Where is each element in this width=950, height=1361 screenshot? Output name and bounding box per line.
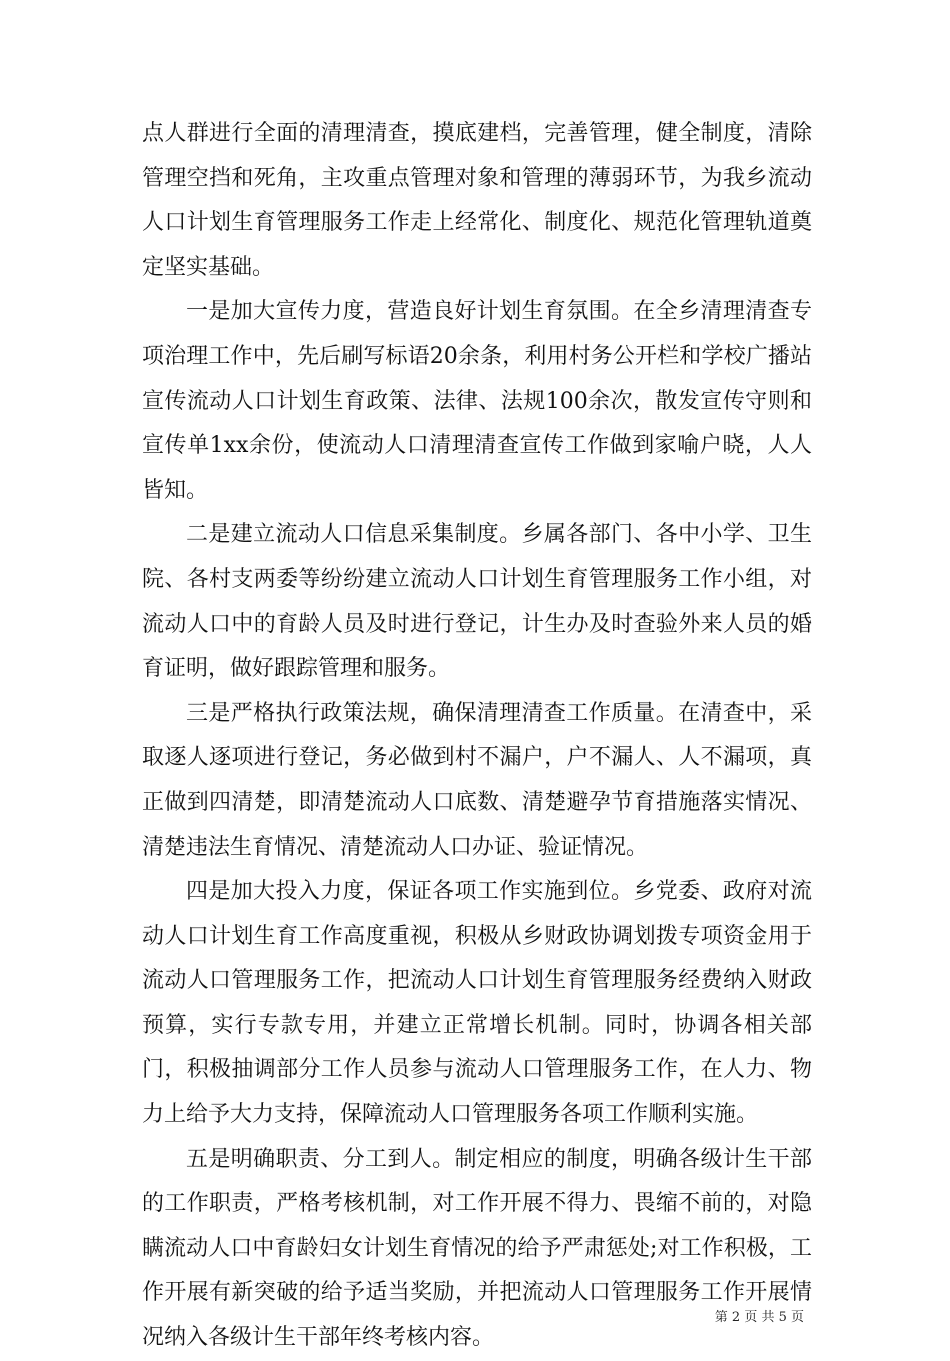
document-body bbox=[142, 112, 812, 1361]
paragraph-publicity: 一是加大宣传力度，营造良好计划生育氛围。在全乡清理清查专项治理工作中，先后刷写标语20余条，利用村务公开栏和学校广播站宣传流动人口计划生育政策、法律、法规100余次，散发宣传守则和宣传单1xx余份，使流动人口清理清查宣传工作做到家喻户晓，人人皆知。 bbox=[142, 299, 812, 503]
paragraph-responsibilities: 五是明确职责、分工到人。制定相应的制度，明确各级计生干部的工作职责，严格考核机制，对工作开展不得力、畏缩不前的，对隐瞒流动人口中育龄妇女计划生育情况的给予严肃惩处;对工作积极，工作开展有新突破的给予适当奖励，并把流动人口管理服务工作开展情况纳入各级计生干部年终考核内容。 bbox=[142, 1146, 812, 1351]
paragraph-continued: 点人群进行全面的清理清查，摸底建档，完善管理，健全制度，清除管理空挡和死角，主攻重点管理对象和管理的薄弱环节，为我乡流动人口计划生育管理服务工作走上经常化、制度化、规范化管理轨道奠定坚实基础。 bbox=[142, 121, 812, 280]
paragraph-investment: 四是加大投入力度，保证各项工作实施到位。乡党委、政府对流动人口计划生育工作高度重视，积极从乡财政协调划拨专项资金用于流动人口管理服务工作，把流动人口计划生育管理服务经费纳入财政预算，实行专款专用，并建立正常增长机制。同时，协调各相关部门，积极抽调部分工作人员参与流动人口管理服务工作，在人力、物力上给予大力支持，保障流动人口管理服务各项工作顺利实施。 bbox=[142, 879, 812, 1128]
paragraph-info-collection: 二是建立流动人口信息采集制度。乡属各部门、各中小学、卫生院、各村支两委等纷纷建立流动人口计划生育管理服务工作小组，对流动人口中的育龄人员及时进行登记，计生办及时查验外来人员的婚育证明，做好跟踪管理和服务。 bbox=[142, 522, 812, 682]
paragraph-policy-enforcement: 三是严格执行政策法规，确保清理清查工作质量。在清查中，采取逐人逐项进行登记，务必做到村不漏户，户不漏人、人不漏项，真正做到四清楚，即清楚流动人口底数、清楚避孕节育措施落实情况、清楚违法生育情况、清楚流动人口办证、验证情况。 bbox=[142, 700, 812, 860]
page-number: 第 2 页 共 5 页 bbox=[714, 1310, 804, 1325]
